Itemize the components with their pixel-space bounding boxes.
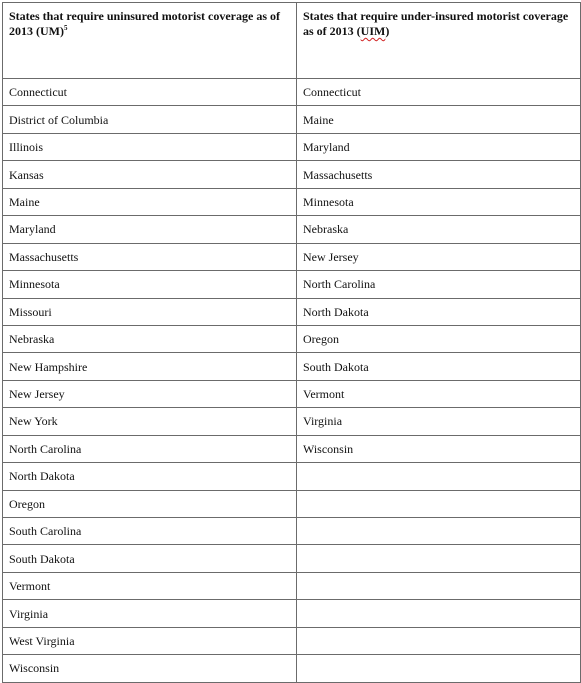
uim-state-cell: Wisconsin [297, 435, 581, 462]
table-row [3, 271, 581, 298]
table-row [3, 161, 581, 188]
table-row [3, 243, 581, 270]
uim-header-close: ) [385, 24, 390, 38]
um-header-text: States that require uninsured motorist coverage as of 2013 (UM) [9, 9, 280, 38]
table-row [3, 490, 581, 517]
table-row [3, 408, 581, 435]
uim-empty-cell [297, 655, 581, 682]
um-state-cell: Connecticut [3, 79, 297, 106]
um-state-cell: New Hampshire [3, 353, 297, 380]
um-state-cell: New York [3, 408, 297, 435]
table-row [3, 600, 581, 627]
table-header-row [3, 3, 581, 79]
uim-abbreviation: UIM [360, 24, 386, 38]
table-row [3, 380, 581, 407]
uim-state-cell: North Carolina [297, 271, 581, 298]
table-row [3, 545, 581, 572]
um-state-cell: Maine [3, 188, 297, 215]
table-row [3, 463, 581, 490]
table-row [3, 106, 581, 133]
table-row [3, 79, 581, 106]
uim-empty-cell [297, 463, 581, 490]
table-row [3, 655, 581, 682]
table-row [3, 216, 581, 243]
um-state-cell: West Virginia [3, 627, 297, 654]
um-state-cell: Virginia [3, 600, 297, 627]
um-state-cell: South Dakota [3, 545, 297, 572]
uim-state-cell: Oregon [297, 325, 581, 352]
um-state-cell: South Carolina [3, 518, 297, 545]
table-row [3, 298, 581, 325]
uim-header-text: States that require under-insured motorist coverage as of 2013 ( [303, 9, 569, 38]
um-state-cell: Nebraska [3, 325, 297, 352]
uim-state-cell: Maryland [297, 133, 581, 160]
um-state-cell: Oregon [3, 490, 297, 517]
um-state-cell: District of Columbia [3, 106, 297, 133]
um-state-cell: Vermont [3, 572, 297, 599]
uim-state-cell: South Dakota [297, 353, 581, 380]
uim-empty-cell [297, 518, 581, 545]
table-row [3, 435, 581, 462]
table-row [3, 518, 581, 545]
table-row [3, 188, 581, 215]
table-body [3, 79, 581, 683]
uim-state-cell: Minnesota [297, 188, 581, 215]
um-state-cell: Maryland [3, 216, 297, 243]
um-column-header [3, 3, 297, 79]
table-row [3, 353, 581, 380]
uim-column-header [297, 3, 581, 79]
um-state-cell: Wisconsin [3, 655, 297, 682]
table-row [3, 133, 581, 160]
um-state-cell: North Carolina [3, 435, 297, 462]
uim-empty-cell [297, 545, 581, 572]
um-state-cell: North Dakota [3, 463, 297, 490]
um-state-cell: Kansas [3, 161, 297, 188]
uim-empty-cell [297, 600, 581, 627]
um-state-cell: Missouri [3, 298, 297, 325]
table-row [3, 572, 581, 599]
table-row [3, 627, 581, 654]
uim-state-cell: Maine [297, 106, 581, 133]
uim-empty-cell [297, 627, 581, 654]
uim-empty-cell [297, 490, 581, 517]
uim-state-cell: Massachusetts [297, 161, 581, 188]
um-state-cell: Illinois [3, 133, 297, 160]
uim-state-cell: Nebraska [297, 216, 581, 243]
uim-state-cell: Connecticut [297, 79, 581, 106]
um-state-cell: Minnesota [3, 271, 297, 298]
table-row [3, 325, 581, 352]
um-state-cell: Massachusetts [3, 243, 297, 270]
motorist-coverage-table [2, 2, 581, 683]
footnote-marker: 5 [63, 24, 68, 32]
uim-state-cell: Virginia [297, 408, 581, 435]
uim-empty-cell [297, 572, 581, 599]
um-state-cell: New Jersey [3, 380, 297, 407]
uim-state-cell: Vermont [297, 380, 581, 407]
uim-state-cell: New Jersey [297, 243, 581, 270]
uim-state-cell: North Dakota [297, 298, 581, 325]
